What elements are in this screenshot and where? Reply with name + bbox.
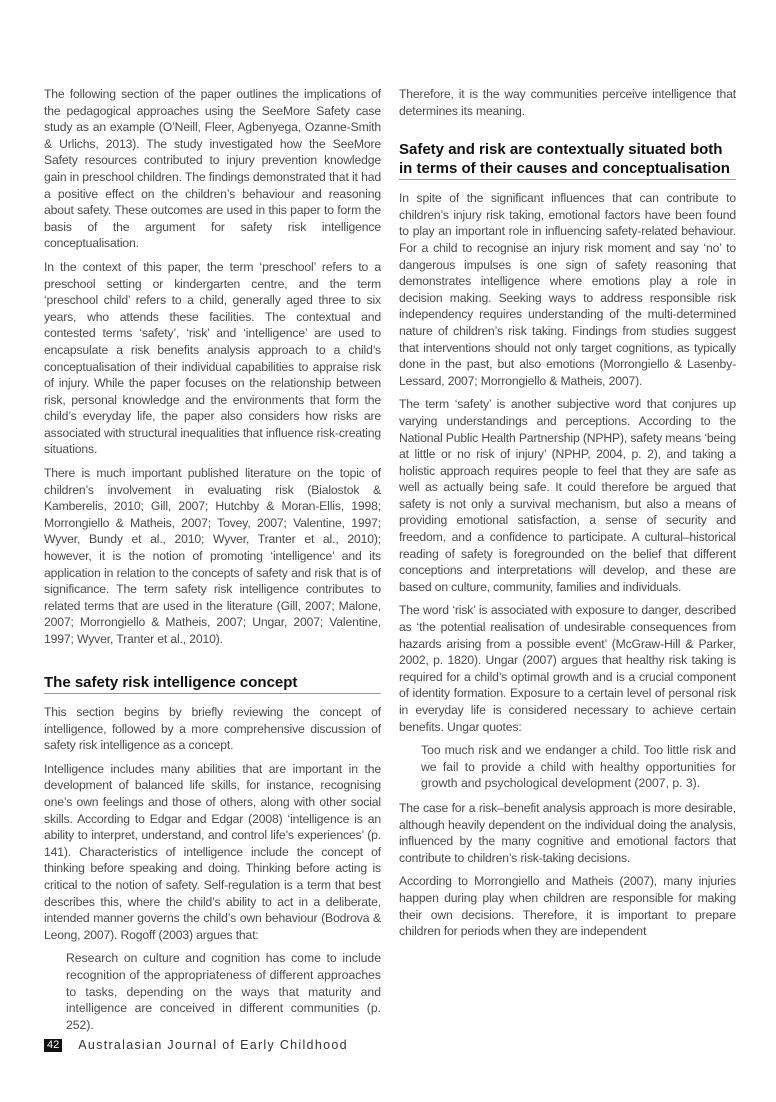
paragraph-safety-term: The term ‘safety’ is another subjective word that conjures up varying understandings and perceptions. According to the National Public Health Partnership (NPHP), safety means ‘being at little or no risk of injury’ (NPHP, 2004, p. 2), and taking a holistic approach requires people to feel that they are safe as well as actually being safe. It could therefore be argued that safety is not only a survival mechanism, but also a means of providing emotional satisfaction, a sense of security and freedom, and a confidence to participate. A cultural–historical reading of safety is foregrounded on the belief that different conceptions and interpretations will develop, and these are based on culture, community, families and individuals. [399,397,736,594]
section-heading-safety-risk-intelligence: The safety risk intelligence concept [44,674,381,695]
left-column [44,86,381,1041]
paragraph-risk-benefit: The case for a risk–benefit analysis approach is more desirable, although heavily dependent on the individual doing the analysis, influenced by the many cognitive and emotional factors that contribute to children’s risk-taking decisions. [399,800,736,865]
paragraph-section-intro: This section begins by briefly reviewing the concept of intelligence, followed by a more comprehensive discussion of safety risk intelligence as a concept. [44,705,381,753]
block-quote-rogoff: Research on culture and cognition has come to include recognition of the appropriateness of different approaches to tasks, depending on the ways that maturity and intelligence are conceived in different communities (p. 252). [66,951,381,1032]
paragraph-intelligence: Intelligence includes many abilities that are important in the development of balanced life skills, for instance, recognising one’s own feelings and those of others, along with other social skills. According to Edgar and Edgar (2008) ‘intelligence is an ability to interpret, understand, and control life’s experiences’ (p. 141). Characteristics of intelligence include the concept of thinking before speaking and doing. Thinking before acting is critical to the notion of safety. Self-regulation is a term that best describes this, where the child’s ability to act in a deliberate, intended manner governs the child’s own behaviour (Bodrova & Leong, 2007). Rogoff (2003) argues that: [44,761,381,942]
page-number: 42 [44,1039,62,1052]
section-heading-contextually-situated: Safety and risk are contextually situated both in terms of their causes and conceptualisation [399,141,736,180]
paragraph-implications: The following section of the paper outlines the implications of the pedagogical approaches using the SeeMore Safety case study as an example (O’Neill, Fleer, Agbenyega, Ozanne-Smith & Urlichs, 2013). The study investigated how the SeeMore Safety resources contributed to injury prevention knowledge gain in preschool children. The findings demonstrated that it had a positive effect on the children’s behaviour and reasoning about safety. These outcomes are used in this paper to form the basis of the argument for safety risk intelligence conceptualisation. [44,87,381,251]
journal-name: Australasian Journal of Early Childhood [78,1038,348,1052]
paragraph-communities: Therefore, it is the way communities perceive intelligence that determines its meaning. [399,87,736,118]
paragraph-emotional-factors: In spite of the significant influences that can contribute to children’s injury risk taking, emotional factors have been found to play an important role in influencing safety-related behaviour. For a child to recognise an injury risk moment and say ‘no’ to dangerous impulses is one sign of safety reasoning that demonstrates intelligence where emotions play a role in decision making. Seeking ways to address responsible risk independency requires understanding of the multi-determined nature of children’s risk taking. Findings from studies suggest that interventions should not only target cognitions, as typically done in the past, but also emotions (Morrongiello & Lasenby-Lessard, 2007; Morrongiello & Matheis, 2007). [399,191,736,388]
page-footer [44,1037,348,1053]
paragraph-risk-term: The word ‘risk’ is associated with exposure to danger, described as ‘the potential realisation of undesirable consequences from hazards arising from a possible event’ (McGraw-Hill & Parker, 2002, p. 1820). Ungar (2007) argues that healthy risk taking is required for a child’s optimal growth and is a crucial component of identity formation. Exposure to a certain level of personal risk in everyday life is considered necessary to achieve certain benefits. Ungar quotes: [399,603,736,734]
paragraph-literature: There is much important published literature on the topic of children’s involvement in evaluating risk (Bialostok & Kamberelis, 2010; Gill, 2007; Hutchby & Moran-Ellis, 1998; Morrongiello & Matheis, 2007; Tovey, 2007; Valentine, 1997; Wyver, Bundy et al., 2010; Wyver, Tranter et al., 2010); however, it is the notion of promoting ‘intelligence’ and its application in relation to the concepts of safety and risk that is of significance. The term safety risk intelligence contributes to related terms that are used in the literature (Gill, 2007; Malone, 2007; Morrongiello & Matheis, 2007; Ungar, 2007; Valentine, 1997; Wyver, Tranter et al., 2010). [44,466,381,646]
block-quote-ungar: Too much risk and we endanger a child. Too little risk and we fail to provide a child with healthy opportunities for growth and psychological development (2007, p. 3). [421,743,736,791]
paragraph-morrongiello: According to Morrongiello and Matheis (2007), many injuries happen during play when children are responsible for making their own decisions. Therefore, it is important to prepare children for periods when they are independent [399,874,736,939]
paragraph-preschool-definition: In the context of this paper, the term ‘preschool’ refers to a preschool setting or kindergarten centre, and the term ‘preschool child’ refers to a child, generally aged three to six years, who attends these facilities. The contextual and contested terms ‘safety’, ‘risk’ and ‘intelligence’ are used to encapsulate a risk benefits analysis approach to a child’s conceptualisation of their individual capabilities to appraise risk of injury. While the paper focuses on the relationship between risk, personal knowledge and the environments that form the child’s everyday life, the paper also considers how risks are associated with structural inequalities that influence risk-creating situations. [44,259,381,457]
right-column [399,86,736,947]
